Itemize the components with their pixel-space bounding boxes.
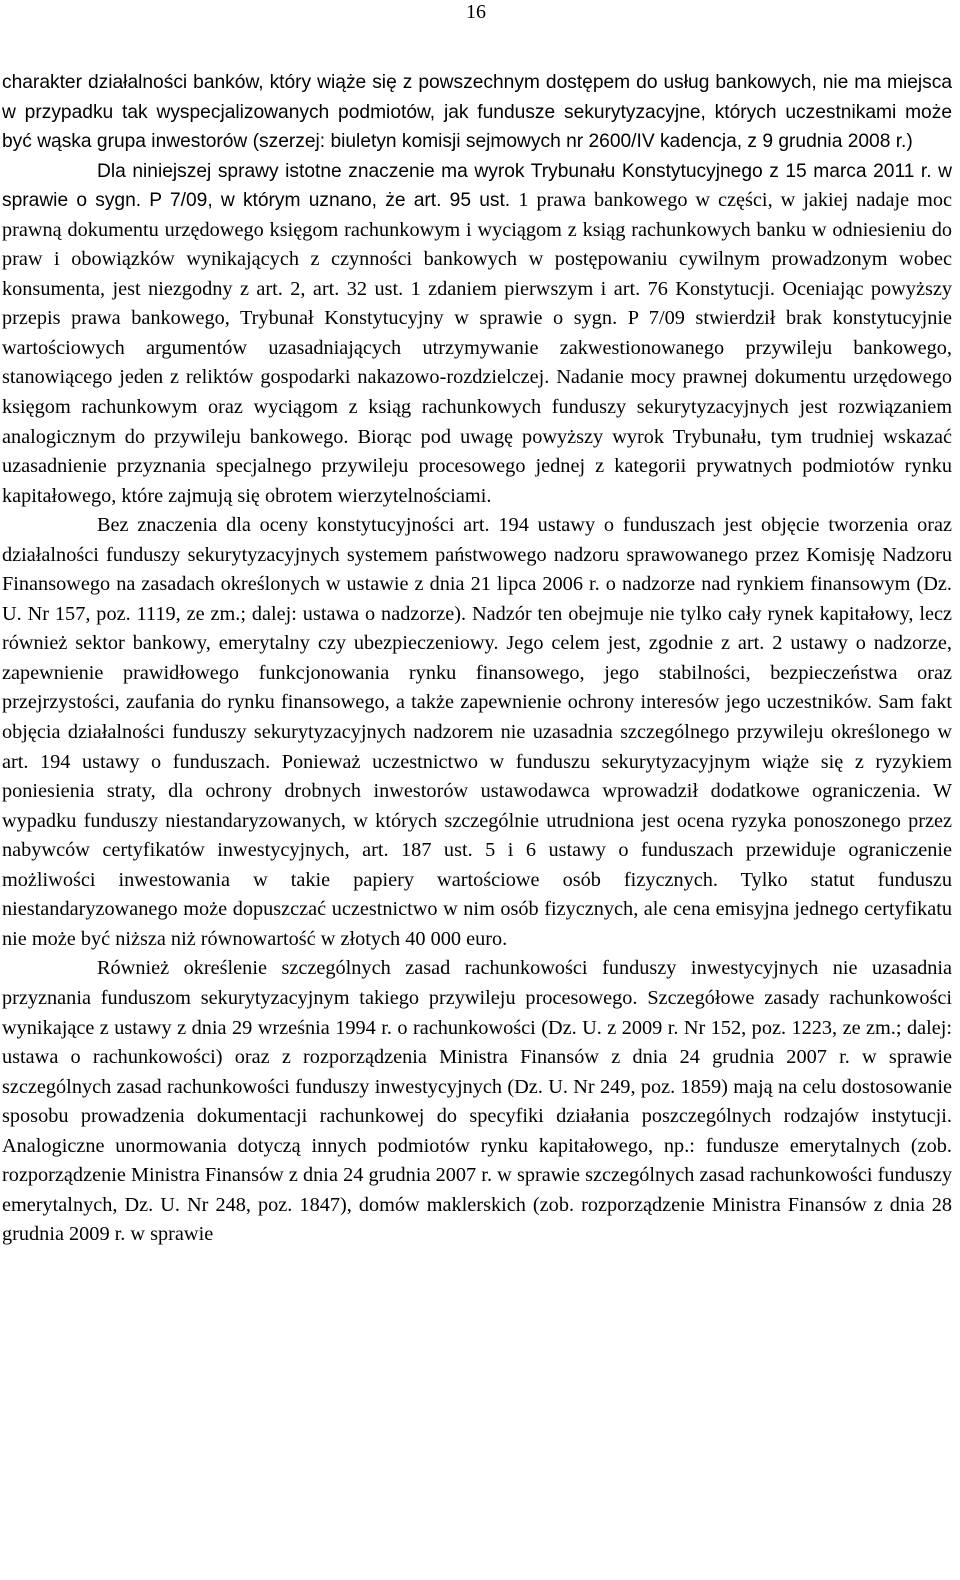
paragraph bbox=[2, 157, 952, 512]
paragraph-text: Dla niniejszej sprawy istotne znaczenie ma wyrok Trybunału Konstytucyjnego z 15 marca 2011 r. w sprawie o sygn. P 7/09, w którym uznano, że art. 95 ust. bbox=[2, 160, 952, 212]
paragraph-text: Bez znaczenia dla oceny konstytucyjności art. 194 ustawy o funduszach jest objęcie tworzenia oraz działalności funduszy sekurytyzacyjnych systemem państwowego nadzoru sprawowanego przez Komisję Nadzoru Finansowego na zasadach określonych w ustawie z dnia 21 lipca 2006 r. o nadzorze nad rynkiem finansowym (Dz. U. Nr 157, poz. 1119, ze zm.; dalej: ustawa o nadzorze). Nadzór ten obejmuje nie tylko cały rynek kapitałowy, lecz również sektor bankowy, emerytalny czy ubezpieczeniowy. Jego celem jest, zgodnie z art. 2 ustawy o nadzorze, zapewnienie prawidłowego funkcjonowania rynku finansowego, jego stabilności, bezpieczeństwa oraz przejrzystości, zaufania do rynku finansowego, a także zapewnienie ochrony interesów jego uczestników. Sam fakt objęcia działalności funduszy sekurytyzacyjnych nadzorem nie uzasadnia szczególnego przywileju określonego w art. 194 ustawy o funduszach. Ponieważ uczestnictwo w funduszu sekurytyzacyjnym wiąże się z ryzykiem poniesienia straty, dla ochrony drobnych inwestorów ustawodawca wprowadził dodatkowe ograniczenia. W wypadku funduszy niestandaryzowanych, w których szczególnie utrudniona jest ocena ryzyka ponoszonego przez nabywców certyfikatów inwestycyjnych, art. 187 ust. 5 i 6 ustawy o funduszach przewiduje ograniczenie możliwości inwestowania w takie papiery wartościowe osób fizycznych. Tylko statut funduszu niestandaryzowanego może dopuszczać uczestnictwo w nim osób fizycznych, ale cena emisyjna jednego certyfikatu nie może być niższa niż równowartość w złotych 40 000 euro. bbox=[2, 514, 952, 950]
paragraph-text: Również określenie szczególnych zasad rachunkowości funduszy inwestycyjnych nie uzasadnia przyznania funduszom sekurytyzacyjnym takiego przywileju procesowego. Szczegółowe zasady rachunkowości wynikające z ustawy z dnia 29 września 1994 r. o rachunkowości (Dz. U. z 2009 r. Nr 152, poz. 1223, ze zm.; dalej: ustawa o rachunkowości) oraz z rozporządzenia Ministra Finansów z dnia 24 grudnia 2007 r. w sprawie szczególnych zasad rachunkowości funduszy inwestycyjnych (Dz. U. Nr 249, poz. 1859) mają na celu dostosowanie sposobu prowadzenia dokumentacji rachunkowej do specyfiki działania poszczególnych rodzajów instytucji. Analogiczne unormowania dotyczą innych podmiotów rynku kapitałowego, np.: fundusze emerytalnych (zob. rozporządzenie Ministra Finansów z dnia 24 grudnia 2007 r. w sprawie szczególnych zasad rachunkowości funduszy emerytalnych, Dz. U. Nr 248, poz. 1847), domów maklerskich (zob. rozporządzenie Ministra Finansów z dnia 28 grudnia 2009 r. w sprawie bbox=[2, 957, 952, 1246]
page-number: 16 bbox=[466, 1, 486, 23]
document-body bbox=[2, 68, 952, 1250]
paragraph bbox=[2, 954, 952, 1249]
paragraph bbox=[2, 68, 952, 157]
paragraph bbox=[2, 511, 952, 954]
paragraph-text: charakter działalności banków, który wiąże się z powszechnym dostępem do usług bankowych, nie ma miejsca w przypadku tak wyspecjalizowanych podmiotów, jak fundusze sekurytyzacyjne, których uczestnikami może być wąska grupa inwestorów (szerzej: biuletyn komisji sejmowych nr 2600/IV kadencja, z 9 grudnia 2008 r.) bbox=[2, 72, 952, 153]
paragraph-text: 1 prawa bankowego w części, w jakiej nadaje moc prawną dokumentu urzędowego księgom rachunkowym i wyciągom z ksiąg rachunkowych banku w odniesieniu do praw i obowiązków wynikających z czynności bankowych w postępowaniu cywilnym prowadzonym wobec konsumenta, jest niezgodny z art. 2, art. 32 ust. 1 zdaniem pierwszym i art. 76 Konstytucji. Oceniając powyższy przepis prawa bankowego, Trybunał Konstytucyjny w sprawie o sygn. P 7/09 stwierdził brak konstytucyjnie wartościowych argumentów uzasadniających utrzymywanie zakwestionowanego przywileju bankowego, stanowiącego jeden z reliktów gospodarki nakazowo-rozdzielczej. Nadanie mocy prawnej dokumentu urzędowego księgom rachunkowym oraz wyciągom z ksiąg rachunkowych funduszy sekurytyzacyjnych jest rozwiązaniem analogicznym do przywileju bankowego. Biorąc pod uwagę powyższy wyrok Trybunału, tym trudniej wskazać uzasadnienie przyznania specjalnego przywileju procesowego jednej z kategorii prywatnych podmiotów rynku kapitałowego, które zajmują się obrotem wierzytelnościami. bbox=[2, 189, 953, 507]
